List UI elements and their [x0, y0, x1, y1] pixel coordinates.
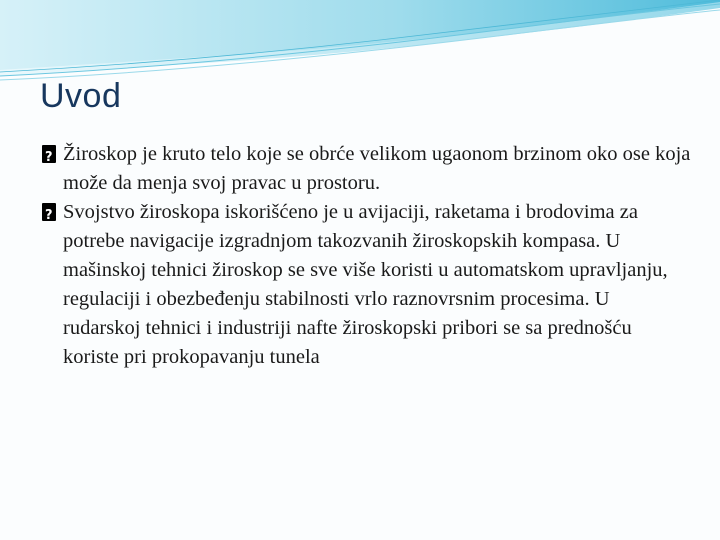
missing-glyph-icon: [42, 203, 56, 221]
wave-band-front: [0, 0, 720, 70]
missing-glyph-icon: [42, 145, 56, 163]
slide-title: Uvod: [40, 77, 122, 115]
bullet-item: [42, 140, 692, 198]
bullet-text: Svojstvo žiroskopa iskorišćeno je u avijaciji, raketama i brodovima za potrebe navigacije izgradnjom takozvanih žiroskopskih kompasa. U mašinskoj tehnici žiroskop se sve više koristi u automatskom upravljanju, regulaciji i obezbeđenju stabilnosti vrlo raznovrsnim procesima. U rudarskoj tehnici i industriji nafte žiroskopski pribori se sa prednošću koriste pri prokopavanju tunela: [63, 201, 668, 368]
bullet-list: [42, 140, 692, 372]
bullet-item: [42, 198, 692, 372]
bullet-text: Žiroskop je kruto telo koje se obrće velikom ugaonom brzinom oko ose koja može da menja svoj pravac u prostoru.: [63, 143, 691, 194]
